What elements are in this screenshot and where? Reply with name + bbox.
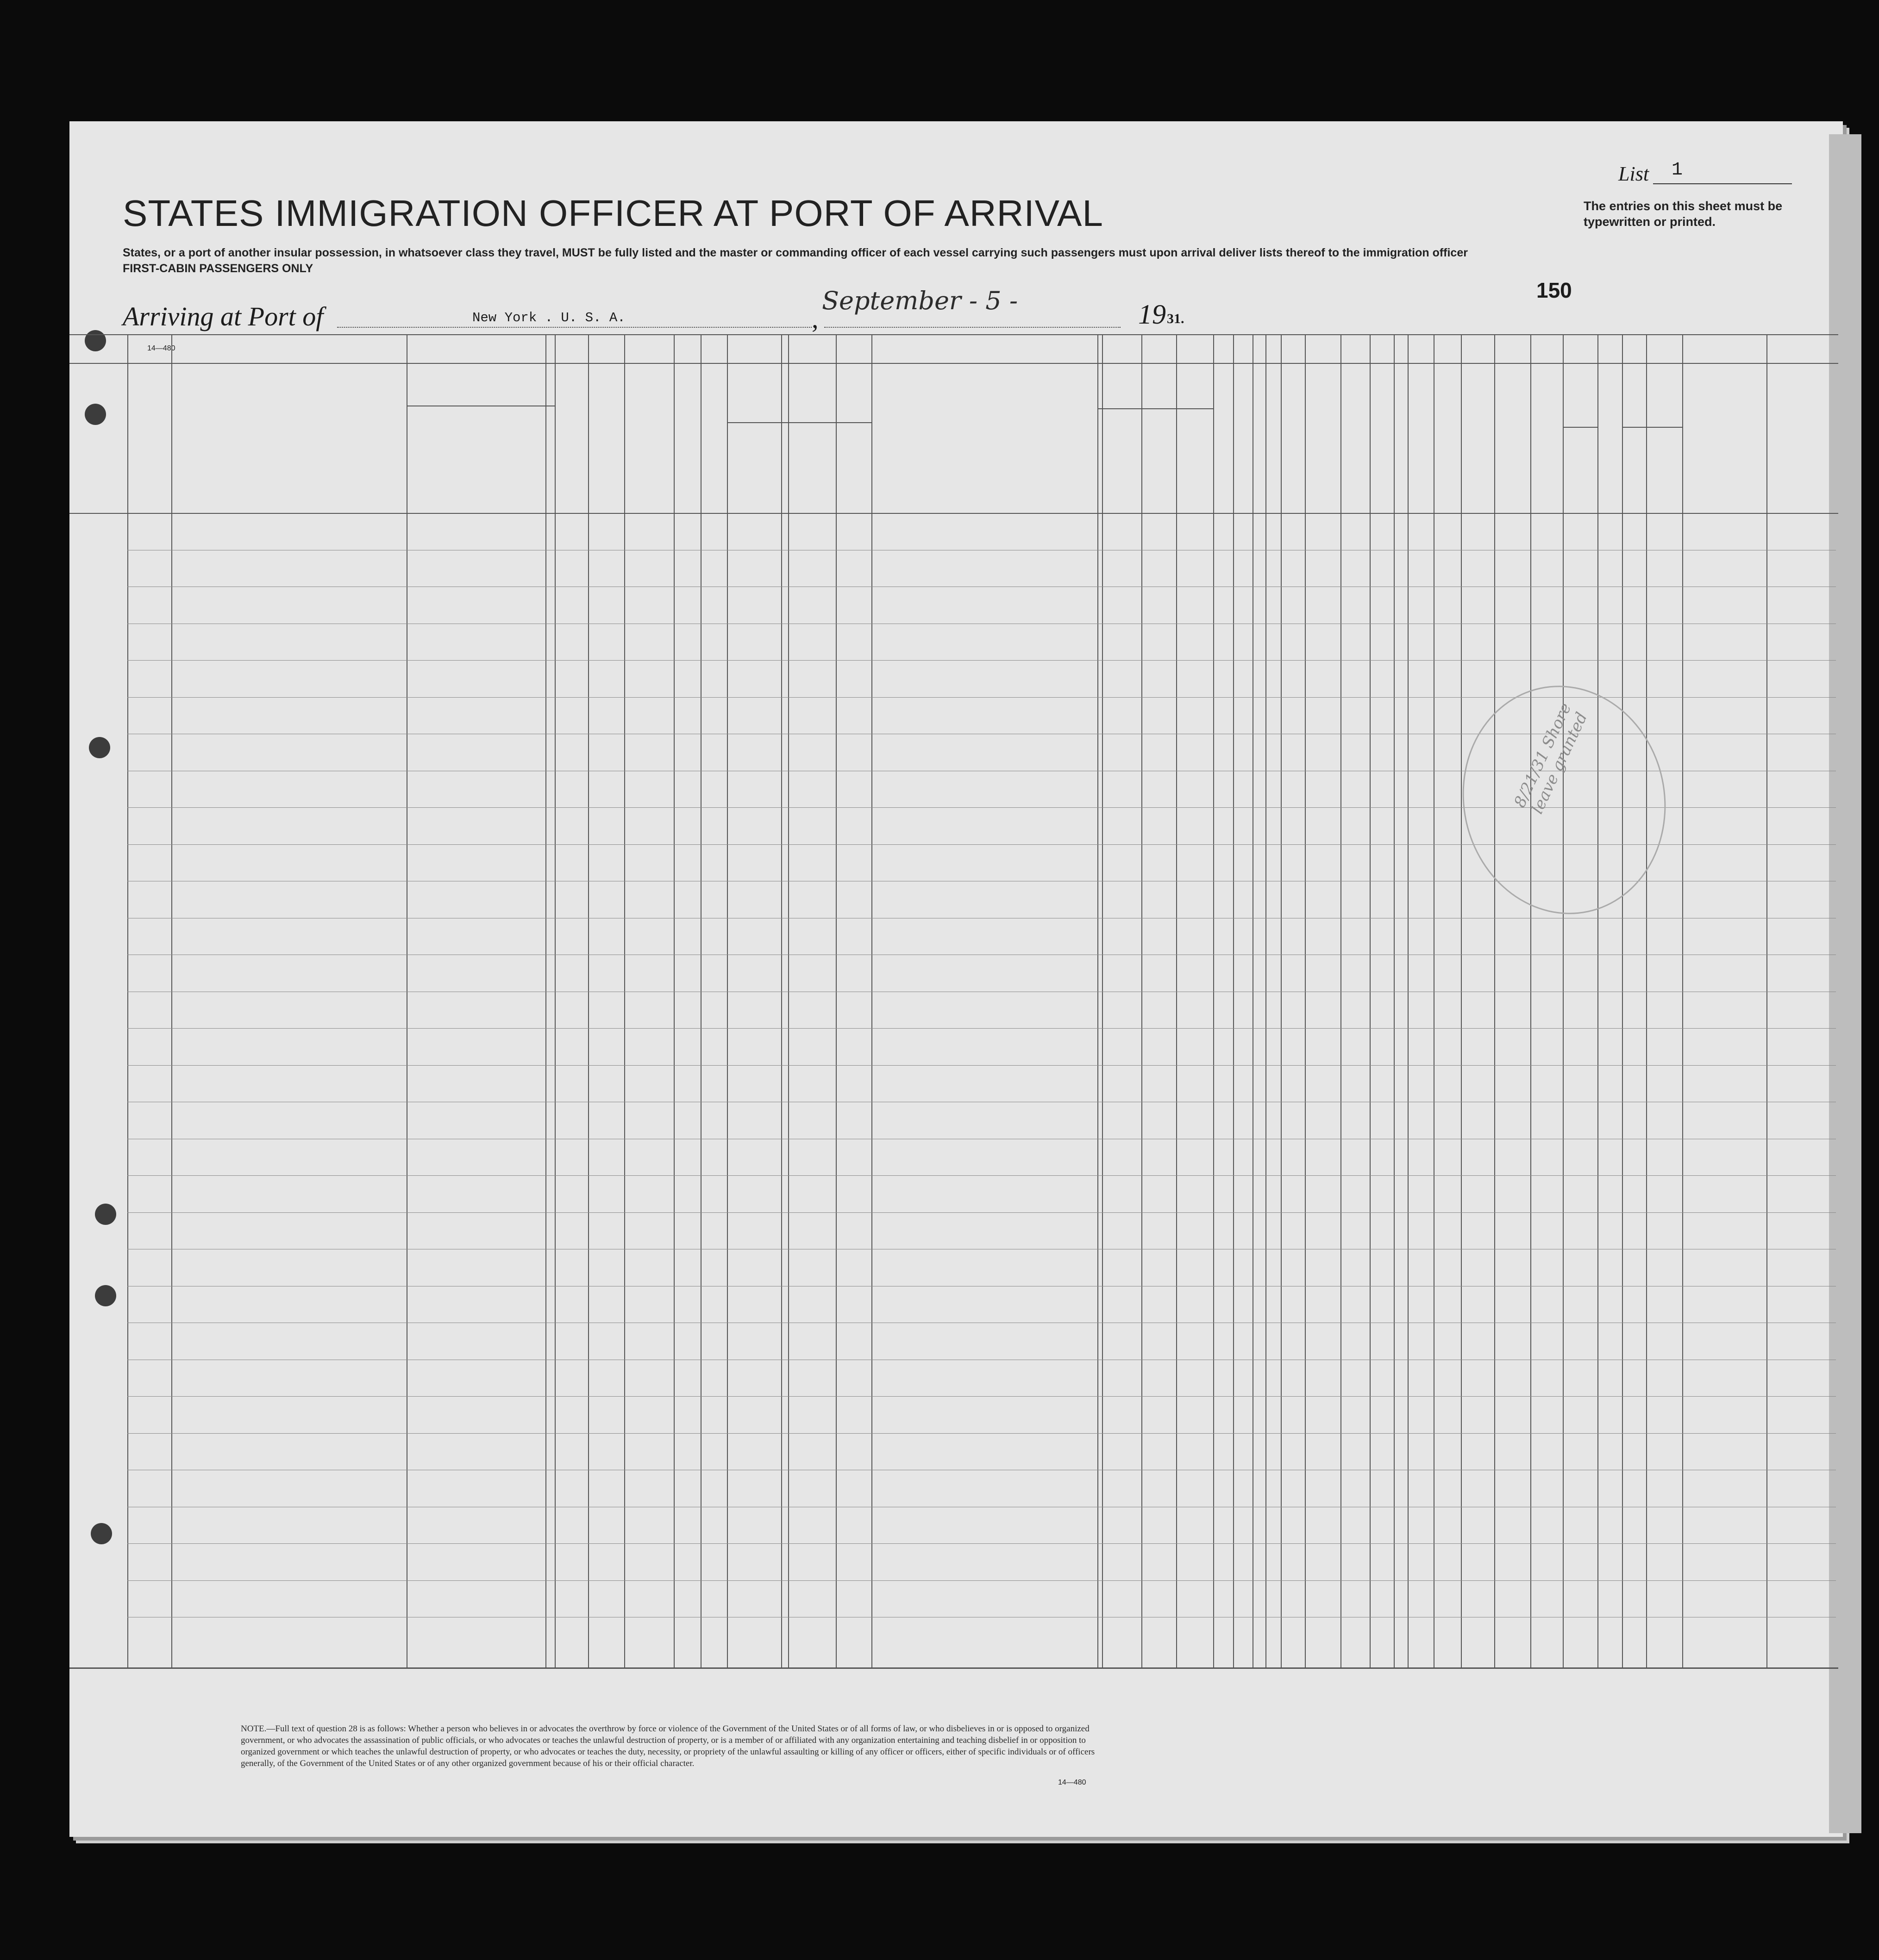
column-rule	[788, 334, 789, 1667]
purpose-subheader-2	[1145, 405, 1172, 511]
column-rule	[1597, 334, 1598, 1667]
column-rule	[1281, 334, 1282, 1667]
column-rule	[1305, 334, 1306, 1667]
port-value: New York . U. S. A.	[472, 310, 626, 325]
column-rule	[624, 334, 625, 1667]
date-handwritten: September - 5 -	[822, 286, 1018, 315]
column-rule	[1766, 334, 1767, 1667]
year-suffix: 31.	[1167, 311, 1184, 326]
column-rule	[1530, 334, 1531, 1667]
form-title: STATES IMMIGRATION OFFICER AT PORT OF ARRIVAL	[123, 193, 1103, 234]
sub-rule	[727, 422, 871, 423]
column-rule	[171, 334, 172, 1667]
column-rule	[836, 334, 837, 1667]
manifest-table	[69, 334, 1838, 1692]
table-bottom-rule	[69, 1667, 1838, 1669]
arriving-label: Arriving at Port of	[123, 301, 324, 331]
column-rule	[1141, 334, 1142, 1667]
column-rule	[1394, 334, 1395, 1667]
column-number-rule	[69, 363, 1838, 364]
row-rule	[127, 1543, 1836, 1544]
list-label: List	[1618, 162, 1649, 185]
column-rule	[1646, 334, 1647, 1667]
year-century: 19	[1138, 299, 1166, 330]
row-rule	[127, 660, 1836, 661]
row-rule	[127, 1212, 1836, 1213]
header-bottom-rule	[69, 513, 1838, 514]
column-rule	[1097, 334, 1098, 1667]
column-rule	[1176, 334, 1177, 1667]
form-number: 14—480	[147, 344, 175, 352]
table-top-rule	[69, 334, 1838, 335]
column-rule	[1213, 334, 1214, 1667]
row-rule	[127, 1433, 1836, 1434]
row-rule	[127, 1396, 1836, 1397]
column-rule	[727, 334, 728, 1667]
column-rule	[1408, 334, 1409, 1667]
typewriter-note: The entries on this sheet must be typewritten or printed.	[1584, 199, 1783, 229]
form-number-bottom: 14—480	[1058, 1779, 1086, 1786]
cabin-class-label: FIRST-CABIN PASSENGERS ONLY	[123, 262, 313, 275]
column-rule	[555, 334, 556, 1667]
list-underline	[1653, 183, 1792, 184]
row-rule	[127, 1028, 1836, 1029]
purpose-subheader-3	[1181, 405, 1209, 511]
stamp-text: 8/21/31 Shore leave granted	[1510, 700, 1591, 817]
sub-rule	[1622, 427, 1682, 428]
instructions-text: States, or a port of another insular possession, in whatsoever class they travel, MUST be fully listed and the master or commanding officer of each vessel carrying such passengers must upon arrival deliver lists thereof to the immigration officer	[123, 246, 1468, 259]
sub-rule	[1097, 408, 1213, 409]
column-rule	[781, 334, 782, 1667]
footnote: NOTE.—Full text of question 28 is as follows: Whether a person who believes in or advocates the overthrow by force or violence of the Government of the United States or of all forms of law, or who disbelieves in or is opposed to organized government, or who advocates the assassination of public officials, or who advocates or teaches the unlawful destruction of property, or is a member of or affiliated with any organization entertaining and teaching disbelief in or opposition to organized government or which teaches the unlawful destruction of property, or who advocates or teaches the duty, necessity, or propriety of the unlawful assaulting or killing of any officer or officers, either of specific individuals or of officers generally, of the Government of the United States or of any other organized government because of his or their official character.	[241, 1724, 1095, 1768]
comma-separator: ,	[812, 304, 819, 334]
column-rule	[588, 334, 589, 1667]
column-rule	[1461, 334, 1462, 1667]
column-rule	[1265, 334, 1266, 1667]
list-number: 1	[1672, 160, 1683, 181]
sub-rule	[1563, 427, 1597, 428]
column-rule	[1233, 334, 1234, 1667]
column-rule	[1340, 334, 1341, 1667]
column-rule	[1370, 334, 1371, 1667]
column-rule	[674, 334, 675, 1667]
column-rule	[871, 334, 872, 1667]
row-rule	[127, 1065, 1836, 1066]
column-rule	[1622, 334, 1623, 1667]
sheet-number: 150	[1536, 278, 1572, 302]
row-rule	[127, 1580, 1836, 1581]
column-rule	[545, 334, 546, 1667]
column-rule	[1494, 334, 1495, 1667]
column-rule	[127, 334, 128, 1667]
column-rule	[1682, 334, 1683, 1667]
date-underline	[824, 327, 1121, 328]
purpose-subheader-1	[1101, 405, 1129, 511]
row-rule	[127, 1175, 1836, 1176]
port-underline	[337, 327, 812, 328]
column-rule	[1102, 334, 1103, 1667]
column-rule	[1563, 334, 1564, 1667]
